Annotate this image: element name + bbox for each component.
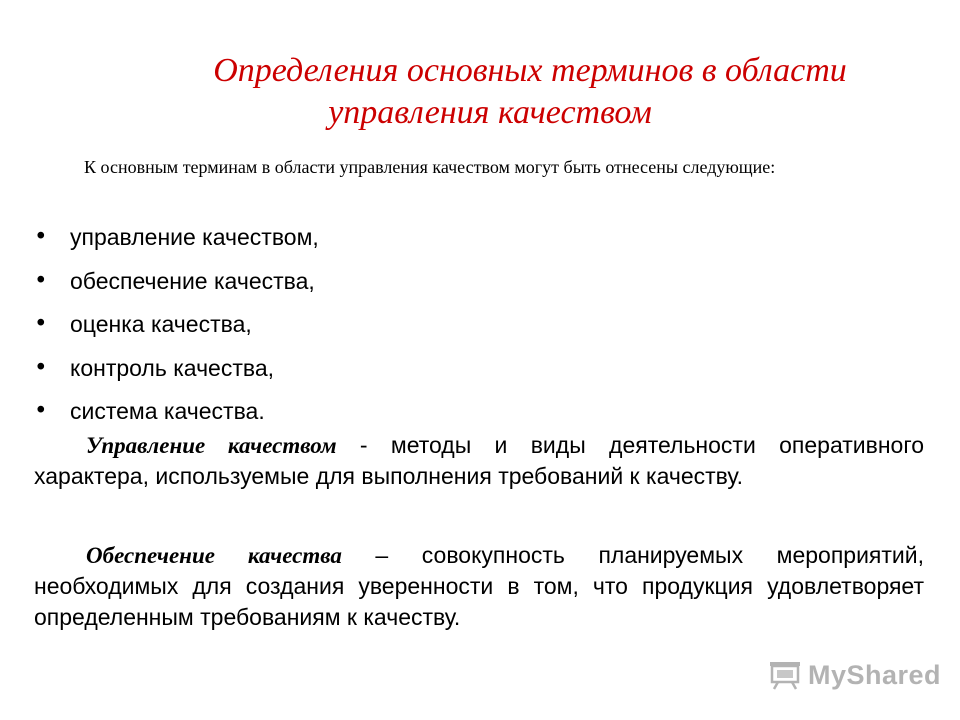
intro-text: К основным терминам в области управления качеством могут быть отнесены следующие: bbox=[84, 157, 776, 177]
list-item-text: обеспечение качества, bbox=[70, 267, 315, 294]
intro-paragraph bbox=[34, 155, 924, 180]
definition-quality-assurance bbox=[34, 540, 924, 633]
list-item bbox=[34, 216, 914, 260]
list-item bbox=[34, 303, 914, 347]
watermark-text: MyShared bbox=[808, 659, 942, 690]
list-item-text: система качества. bbox=[70, 398, 265, 424]
projector-screen-icon bbox=[768, 660, 802, 690]
list-item bbox=[34, 347, 914, 391]
slide-title-line-1: Определения основных терминов в области bbox=[213, 52, 847, 89]
bullet-marker: • bbox=[34, 398, 48, 424]
slide-title-line-2: управления качеством bbox=[328, 94, 652, 131]
definition-text: – совокупность планируемых мероприятий, необходимых для создания уверенности в том, что продукция удовлетворяет определенным требованиям к качеству. bbox=[34, 542, 924, 630]
bullet-marker: • bbox=[34, 311, 48, 337]
bullet-marker: • bbox=[34, 267, 48, 294]
list-item bbox=[34, 390, 914, 434]
terms-list bbox=[34, 216, 914, 434]
list-item-text: оценка качества, bbox=[70, 311, 252, 337]
slide-title bbox=[60, 50, 940, 134]
list-item-text: управление качеством, bbox=[70, 224, 319, 250]
list-item bbox=[34, 260, 914, 304]
definition-term: Управление качеством bbox=[86, 433, 337, 458]
definition-text: - методы и виды деятельности оперативного характера, используемые для выполнения требований к качеству. bbox=[34, 432, 924, 489]
definition-quality-management bbox=[34, 430, 924, 492]
bullet-marker: • bbox=[34, 354, 48, 381]
watermark-logo bbox=[768, 657, 941, 693]
list-item-text: контроль качества, bbox=[70, 354, 275, 381]
definition-term: Обеспечение качества bbox=[86, 543, 342, 568]
bullet-marker: • bbox=[34, 224, 48, 250]
